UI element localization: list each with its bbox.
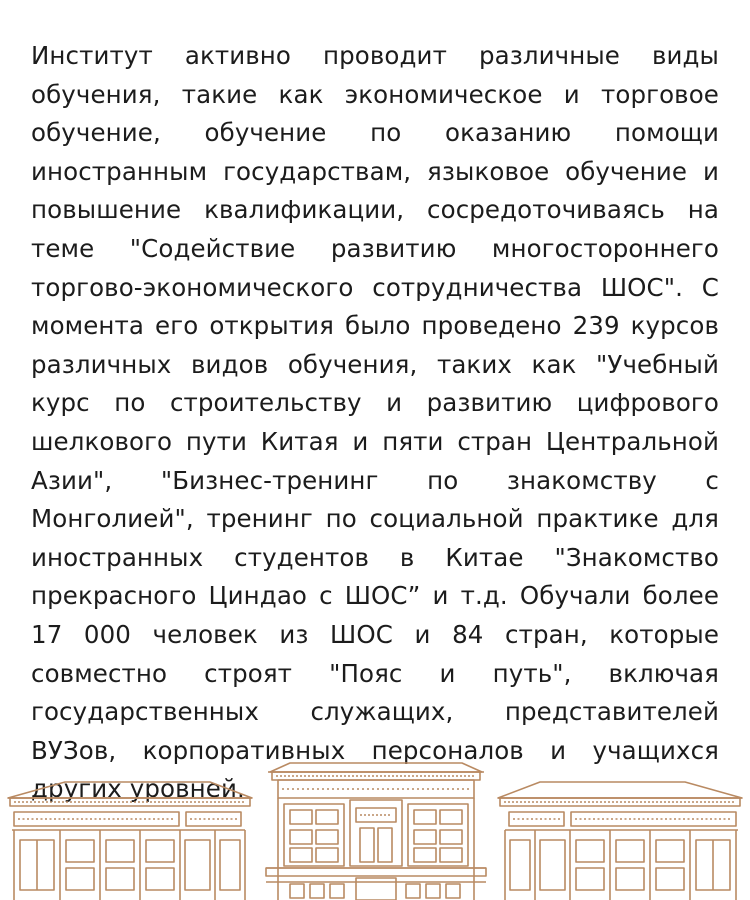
right-building: [498, 782, 742, 900]
left-building: [8, 782, 252, 900]
center-building: [266, 763, 486, 900]
campus-buildings-illustration: [0, 760, 750, 900]
article-text: Институт активно проводит различные виды обучения, такие как экономическое и торговое обучение, обучение по оказанию помощи иностранным государствам, языковое обучение и повышение квалификации, сосредоточиваясь на теме "Содействие развитию многостороннего торгово-экономического сотрудничества ШОС". С момента его открытия было проведено 239 курсов различных видов обучения, таких как "Учебный курс по строительству и развитию цифрового шелкового пути Китая и пяти стран Центральной Азии", "Бизнес-тренинг по знакомству с Монголией", тренинг по социальной практике для иностранных студентов в Китае "Знакомство прекрасного Циндао с ШОС” и т.д. Обучали более 17 000 человек из ШОС и 84 стран, которые совместно строят "Пояс и путь", включая государственных служащих, представителей ВУЗов, корпоративных персоналов и учащихся других уровней.: [31, 41, 719, 804]
